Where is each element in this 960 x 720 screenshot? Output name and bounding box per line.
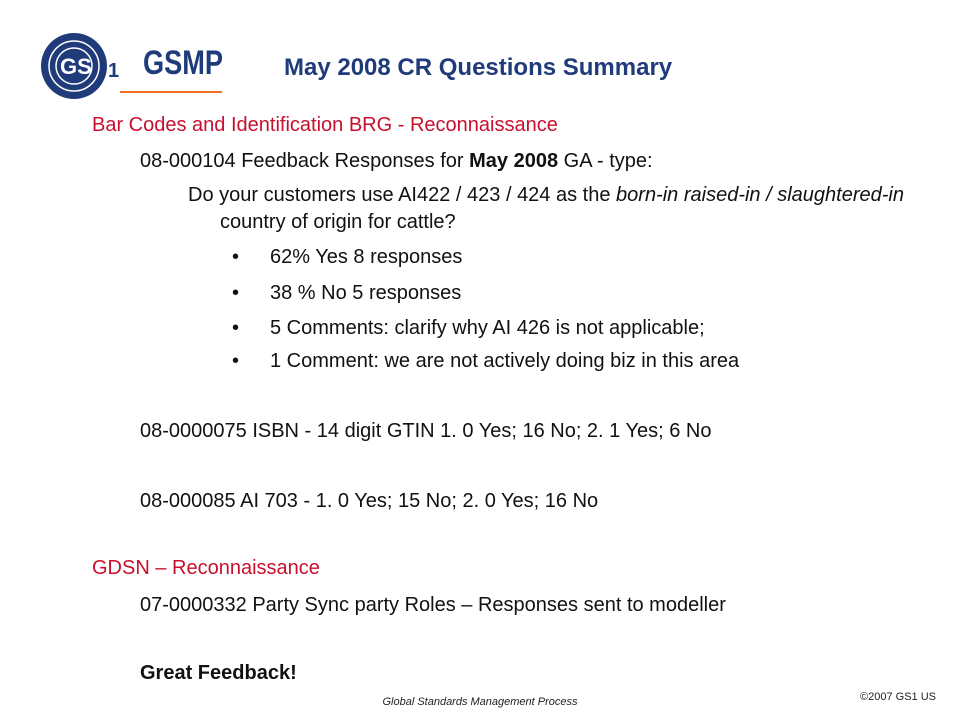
copyright-text: ©2007 GS1 US (860, 691, 936, 703)
cr-item-bold-date: May 2008 (469, 150, 559, 172)
footer-text: Global Standards Management Process (382, 696, 578, 708)
bullet-item: • 62% Yes 8 responses (232, 246, 463, 268)
bullet-text: 38 % No 5 responses (270, 282, 462, 304)
svg-text:1: 1 (108, 60, 120, 82)
cr-item-ai703: 08-000085 AI 703 - 1. 0 Yes; 15 No; 2. 0 Yes; 16 No (140, 490, 599, 512)
question-text-c: country of origin for cattle? (220, 211, 456, 233)
svg-text:GS: GS (60, 54, 92, 79)
gs1-gsmp-logo (40, 30, 230, 102)
bullet-item: • 5 Comments: clarify why AI 426 is not applicable; (232, 317, 705, 339)
section-heading-gdsn: GDSN – Reconnaissance (92, 557, 320, 579)
bullet-item: • 38 % No 5 responses (232, 282, 462, 304)
bullet-text: 1 Comment: we are not actively doing biz in this area (270, 350, 740, 372)
cr-item-isbn: 08-0000075 ISBN - 14 digit GTIN 1. 0 Yes; 16 No; 2. 1 Yes; 6 No (140, 420, 712, 442)
cr-item-feedback (140, 150, 653, 173)
cr-item-prefix: 08-000104 Feedback Responses for (140, 150, 470, 172)
cr-item-suffix: GA - type: (558, 150, 653, 172)
svg-text:GSMP: GSMP (143, 44, 223, 82)
closing-statement: Great Feedback! (140, 662, 297, 684)
bullet-item: • 1 Comment: we are not actively doing biz in this area (232, 350, 740, 372)
bullet-text: 62% Yes 8 responses (270, 246, 463, 268)
survey-question (188, 182, 910, 236)
slide-title: May 2008 CR Questions Summary (284, 54, 673, 81)
cr-item-party-sync: 07-0000332 Party Sync party Roles – Responses sent to modeller (140, 594, 726, 616)
question-text-a: Do your customers use AI422 / 423 / 424 as the (188, 184, 617, 206)
section-heading-barcodes: Bar Codes and Identification BRG - Reconnaissance (92, 114, 558, 136)
bullet-text: 5 Comments: clarify why AI 426 is not applicable; (270, 317, 705, 339)
question-text-italic: born-in raised-in / slaughtered-in (616, 184, 904, 206)
